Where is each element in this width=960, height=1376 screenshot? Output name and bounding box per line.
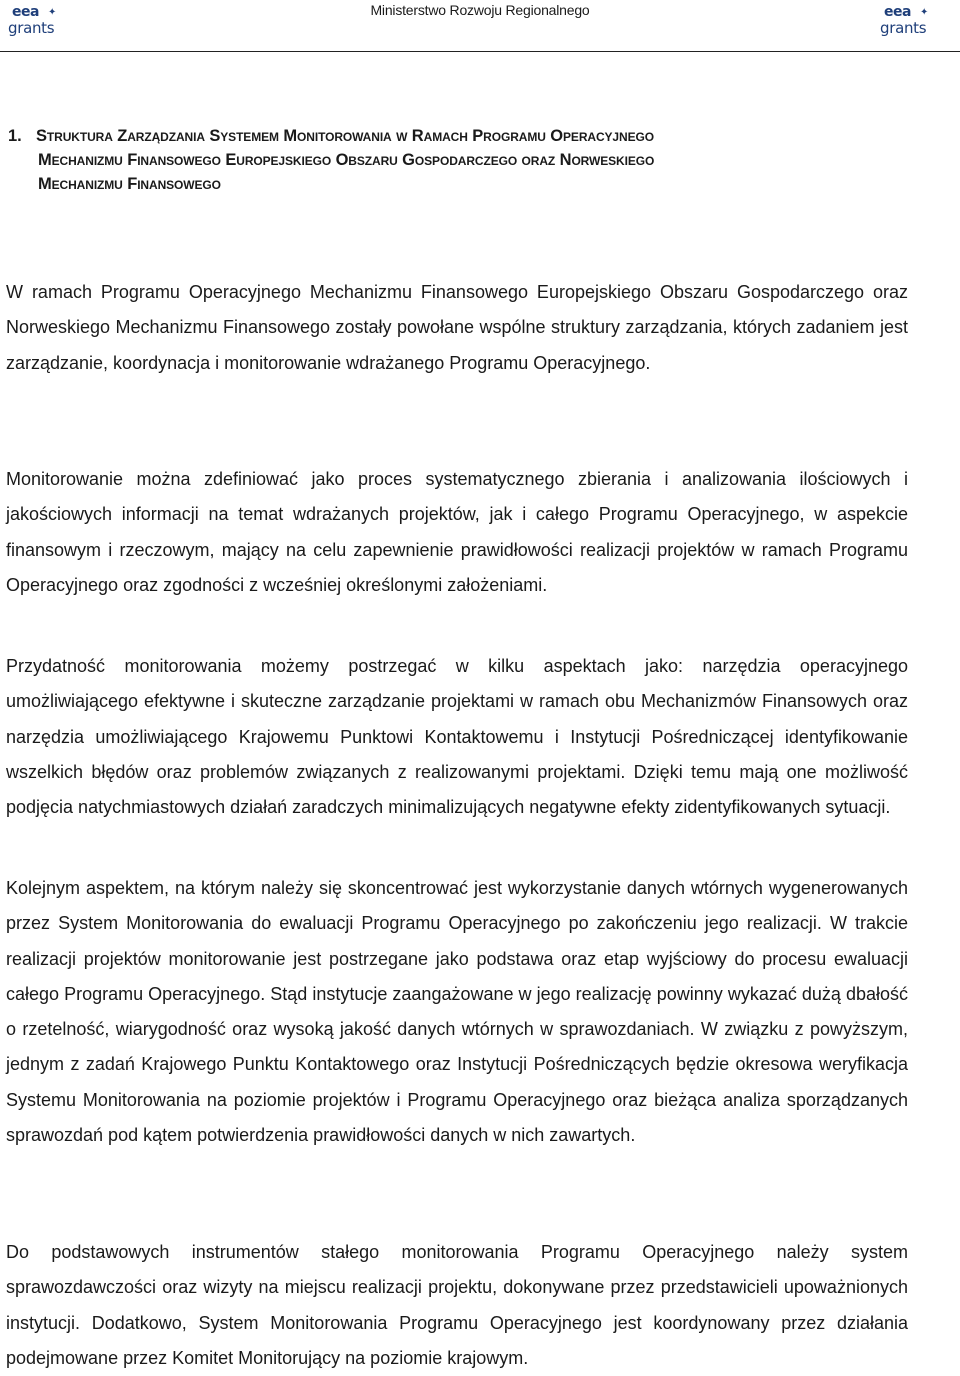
logo-eea-text: eea [12,4,39,20]
logo-eea-text: eea [884,4,911,20]
header-title: Ministerstwo Rozwoju Regionalnego [370,2,590,18]
paragraph-3: Przydatność monitorowania możemy postrzegać w kilku aspektach jako: narzędzia operacyjnego umożliwiającego efektywne i skuteczne zarządzanie projektami w ramach obu Mechanizmów Finansowych oraz narzędzia umożliwiającego Krajowemu Punktowi Kontaktowemu i Instytucji Pośredniczącej identyfikowanie wszelkich błędów oraz problemów związanych z realizowanymi projektami. Dzięki temu mają one możliwość podjęcia natychmiastowych działań zaradczych minimalizujących negatywne efekty zidentyfikowanych sytuacji. [6,656,908,818]
heading-number: 1. [8,127,22,145]
paragraph-4: Kolejnym aspektem, na którym należy się skoncentrować jest wykorzystanie danych wtórnych wygenerowanych przez System Monitorowania do ewaluacji Programu Operacyjnego po zakończeniu jego realizacji. W trakcie realizacji projektów monitorowanie jest postrzegane jako podstawa oraz etap wyjściowy do procesu ewaluacji całego Programu Operacyjnego. Stąd instytucje zaangażowane w jego realizację powinny wykazać dużą dbałość o rzetelność, wiarygodność oraz wysoką jakość danych wtórnych w sprawozdaniach. W związku z powyższym, jednym z zadań Krajowego Punktu Kontaktowego oraz Instytucji Pośredniczących będzie okresowa weryfikacja Systemu Monitorowania na poziomie projektów i Programu Operacyjnego oraz bieżąca analiza sporządzanych sprawozdań pod kątem potwierdzenia prawidłowości danych w nich zawartych. [6,878,908,1146]
page-header [0,0,960,52]
eea-grants-logo-right [878,4,938,46]
paragraph-2: Monitorowanie można zdefiniować jako proces systematycznego zbierania i analizowania ilościowych i jakościowych informacji na temat wdrażanych projektów, jak i całego Programu Operacyjnego, w aspekcie finansowym i rzeczowym, mający na celu zapewnienie prawidłowości realizacji projektów w ramach Programu Operacyjnego oraz zgodności z wcześniej określonymi założeniami. [6,469,908,595]
header-divider [0,51,960,52]
heading-text-1: Struktura Zarządzania Systemem Monitorowania w Ramach Programu Operacyjnego [36,127,654,145]
heading-line-1 [8,124,908,148]
paragraph-5: Do podstawowych instrumentów stałego monitorowania Programu Operacyjnego należy system sprawozdawczości oraz wizyty na miejscu realizacji projektu, dokonywane przez przedstawicieli upoważnionych instytucji. Dodatkowo, System Monitorowania Programu Operacyjnego jest koordynowany przez działania podejmowane przez Komitet Monitorujący na poziomie krajowym. [6,1242,908,1368]
logo-spark-icon: ✦ [48,7,57,18]
section-heading [8,124,908,196]
heading-line-3: Mechanizmu Finansowego [38,175,221,193]
logo-spark-icon: ✦ [920,7,929,18]
heading-line-2: Mechanizmu Finansowego Europejskiego Obszaru Gospodarczego oraz Norweskiego [38,151,655,169]
logo-grants-text: grants [880,19,927,37]
logo-grants-text: grants [8,19,55,37]
paragraph-1: W ramach Programu Operacyjnego Mechanizmu Finansowego Europejskiego Obszaru Gospodarczego oraz Norweskiego Mechanizmu Finansowego zostały powołane wspólne struktury zarządzania, których zadaniem jest zarządzanie, koordynacja i monitorowanie wdrażanego Programu Operacyjnego. [6,282,908,373]
